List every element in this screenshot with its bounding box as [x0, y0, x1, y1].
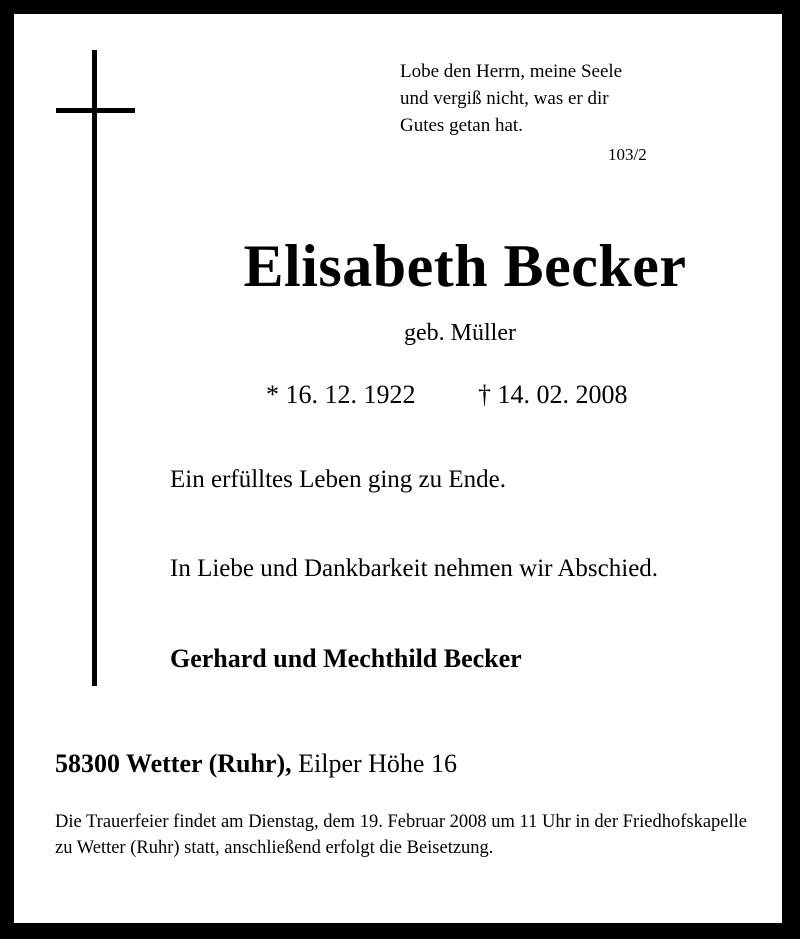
birth-date: * 16. 12. 1922: [266, 380, 416, 409]
psalm-line: und vergiß nicht, was er dir: [400, 88, 609, 109]
death-date: † 14. 02. 2008: [478, 380, 628, 409]
psalm-line: Lobe den Herrn, meine Seele: [400, 61, 623, 82]
message-line-2: In Liebe und Dankbarkeit nehmen wir Abschied.: [170, 555, 659, 582]
deceased-name: Elisabeth Becker: [243, 233, 687, 299]
signers: Gerhard und Mechthild Becker: [170, 644, 522, 673]
psalm-quote: [400, 58, 622, 139]
cross-icon-bar: [56, 108, 135, 113]
address: [55, 749, 457, 779]
psalm-reference: 103/2: [608, 145, 647, 164]
address-city: 58300 Wetter (Ruhr),: [55, 749, 292, 778]
service-notice: Die Trauerfeier findet am Dienstag, dem 19. Februar 2008 um 11 Uhr in der Friedhofskapelle zu Wetter (Ruhr) statt, anschließend erfolgt die Beisetzung.: [55, 812, 747, 858]
address-street: Eilper Höhe 16: [298, 749, 457, 778]
cross-icon: [92, 50, 97, 686]
psalm-line: Gutes getan hat.: [400, 115, 523, 136]
message-line-1: Ein erfülltes Leben ging zu Ende.: [170, 466, 506, 493]
maiden-name: geb. Müller: [404, 320, 516, 346]
